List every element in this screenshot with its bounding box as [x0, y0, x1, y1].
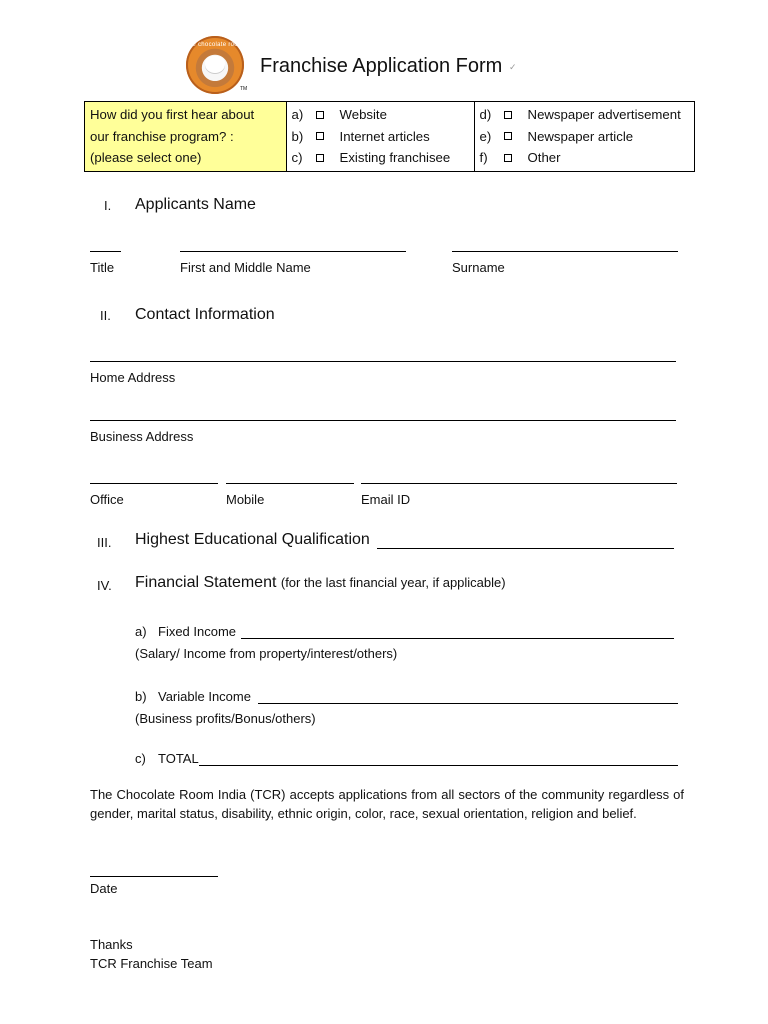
section-3-number: III. — [97, 535, 112, 550]
section-2-number: II. — [100, 308, 111, 323]
section-4-heading — [135, 574, 506, 592]
date-field[interactable] — [90, 876, 218, 877]
section-3-title: Highest Educational Qualification — [135, 531, 370, 548]
team-signature: TCR Franchise Team — [90, 956, 213, 971]
option-internet-articles[interactable]: b) Internet articles — [291, 128, 430, 144]
option-other[interactable]: f) Other — [479, 150, 561, 165]
variable-income-letter: b) — [135, 689, 147, 704]
mobile-label: Mobile — [226, 492, 265, 507]
first-middle-name-label: First and Middle Name — [180, 260, 311, 275]
office-label: Office — [90, 492, 124, 507]
total-letter: c) — [135, 751, 146, 766]
section-4-number: IV. — [97, 578, 112, 593]
thanks-text: Thanks — [90, 937, 133, 952]
email-field[interactable] — [361, 483, 677, 484]
checkbox-icon[interactable] — [504, 154, 512, 162]
section-4-note: (for the last financial year, if applicable) — [280, 575, 506, 590]
options-left — [286, 102, 474, 172]
home-address-label: Home Address — [90, 370, 176, 385]
section-2-title: Contact Information — [135, 306, 275, 323]
variable-income-note: (Business profits/Bonus/others) — [135, 711, 316, 726]
office-phone-field[interactable] — [90, 483, 218, 484]
checkbox-icon[interactable] — [504, 132, 512, 140]
checkbox-icon[interactable] — [504, 111, 512, 119]
date-label: Date — [90, 881, 118, 896]
option-newspaper-article[interactable]: e) Newspaper article — [479, 128, 634, 144]
variable-income-label: Variable Income — [158, 689, 251, 704]
options-right — [474, 102, 694, 172]
referral-question: How did you first hear about our franchise program? : (please select one) — [85, 102, 287, 172]
fixed-income-label: Fixed Income — [158, 624, 237, 639]
chocolate-room-logo — [186, 36, 244, 94]
variable-income-field[interactable] — [258, 703, 678, 704]
referral-source-table — [84, 101, 695, 172]
trademark-mark: TM — [240, 86, 248, 92]
equal-opportunity-statement: The Chocolate Room India (TCR) accepts applications from all sectors of the community regardless of gender, marital status, disability, ethnic origin, color, race, sexual orientation, religion and belief. — [90, 787, 684, 821]
surname-label: Surname — [452, 260, 505, 275]
checkbox-icon[interactable] — [316, 154, 324, 162]
checkbox-icon[interactable] — [316, 132, 324, 140]
qualification-field[interactable] — [377, 548, 674, 549]
surname-field[interactable] — [452, 251, 678, 252]
first-middle-name-field[interactable] — [180, 251, 406, 252]
logo-text: the chocolate room — [186, 42, 244, 48]
section-4-title: Financial Statement — [135, 574, 277, 591]
page-title: Franchise Application Form — [260, 55, 503, 77]
total-label: TOTAL — [158, 751, 199, 766]
option-existing-franchisee[interactable]: c) Existing franchisee — [291, 150, 451, 165]
home-address-field[interactable] — [90, 361, 676, 362]
fixed-income-note: (Salary/ Income from property/interest/others) — [135, 646, 398, 661]
section-1-title: Applicants Name — [135, 196, 256, 213]
total-field[interactable] — [199, 765, 678, 766]
fixed-income-field[interactable] — [241, 638, 674, 639]
checkbox-icon[interactable] — [316, 111, 324, 119]
cup-icon — [205, 56, 225, 73]
section-1-number: I. — [104, 198, 112, 213]
title-label: Title — [90, 260, 115, 275]
title-field[interactable] — [90, 251, 121, 252]
email-label: Email ID — [361, 492, 411, 507]
option-newspaper-advertisement[interactable]: d) Newspaper advertisement — [479, 107, 681, 122]
business-address-label: Business Address — [90, 429, 194, 444]
fixed-income-letter: a) — [135, 624, 147, 639]
mobile-field[interactable] — [226, 483, 354, 484]
option-website[interactable]: a) Website — [291, 107, 387, 122]
business-address-field[interactable] — [90, 420, 676, 421]
title-mark: ✓ — [509, 62, 517, 72]
